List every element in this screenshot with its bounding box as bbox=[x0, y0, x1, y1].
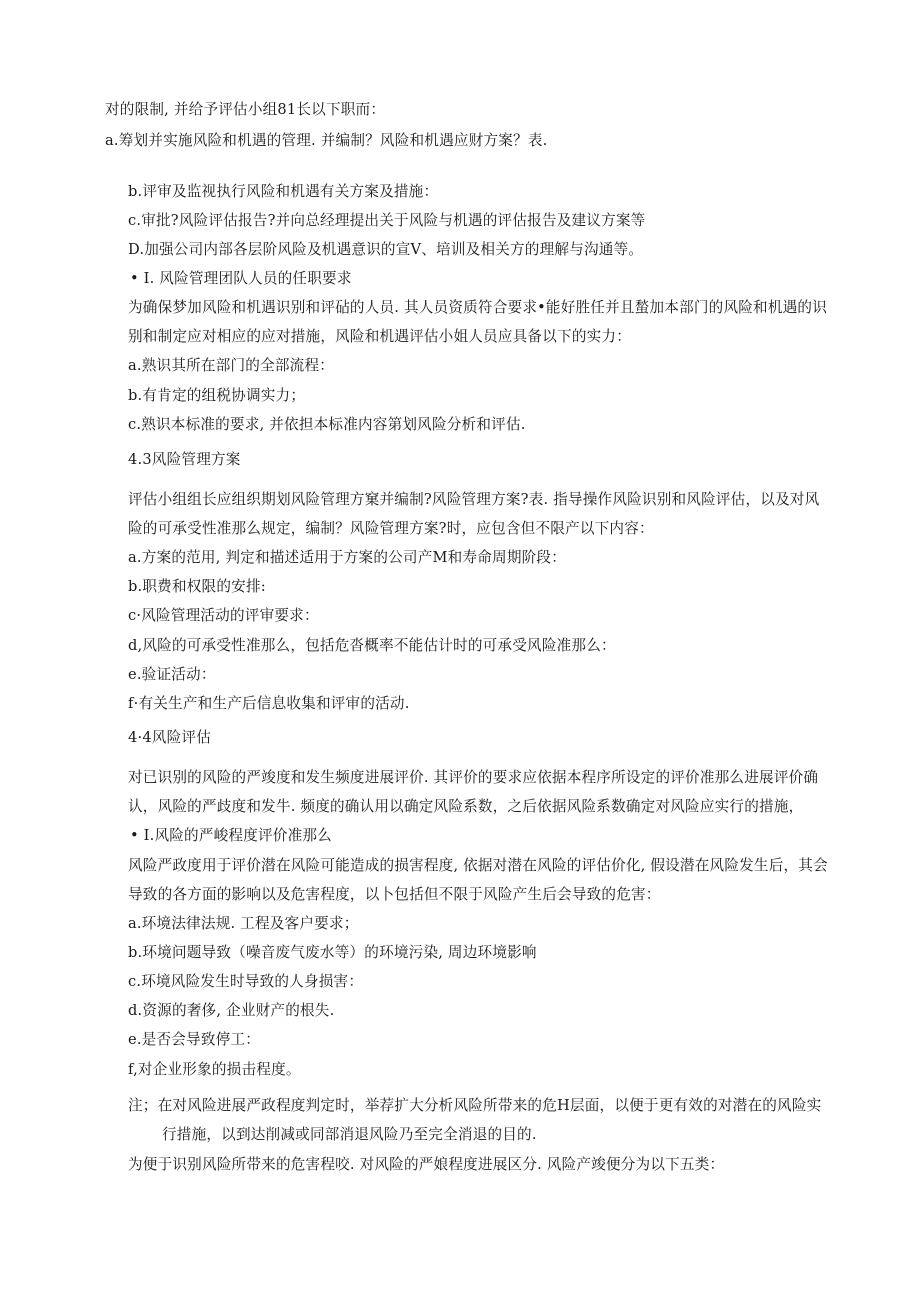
text-line: e.是否会导致停工： bbox=[128, 1031, 261, 1048]
text-line: 对已识别的风险的严竣度和发生频度进展评价. 其评价的要求应依据本程序所设定的评价准那么进展评价确 bbox=[128, 769, 819, 786]
text-line: a.环境法律法规. 工程及客户要求； bbox=[128, 915, 359, 932]
note-line: 注；在对风险进展严政程度判定时，举荐扩大分析风险所带来的危H层面，以便于更有效的对潜在的风险实 bbox=[128, 1097, 822, 1114]
text-line: c·风险管理活动的评审要求： bbox=[128, 607, 319, 624]
text-line: d,风险的可承受性准那么，包括危沓概率不能估计时的可承受风险准那么： bbox=[128, 637, 616, 654]
note-line-continued: 行措施，以到达削减或同部消退风险乃至完全消退的目的. bbox=[162, 1126, 537, 1143]
text-line: b.有肯定的组税协调实力； bbox=[128, 387, 306, 404]
section-heading: • I.风险的严峻程度评价准那么 bbox=[130, 827, 332, 844]
text-line: b.职费和权限的安排: bbox=[128, 578, 266, 595]
section-heading: • I. 风险管理团队人员的任职要求 bbox=[130, 270, 352, 287]
text-line: a.筹划并实施风险和机遇的管理. 并编制？风险和机遇应财方案？表. bbox=[105, 132, 548, 149]
text-line: 险的可承受性准那么规定，编制？风险管理方案?时，应包含但不限产以下内容： bbox=[128, 520, 654, 537]
text-line: 别和制定应对相应的应对措施，风险和机遇评估小姐人员应具备以下的实力： bbox=[128, 328, 631, 345]
text-line: d.资源的奢侈, 企业财产的根失. bbox=[128, 1002, 335, 1019]
text-line: D.加强公司内部各层阶风险及机遇意识的宣V、培训及相关方的理解与沟通等。 bbox=[128, 241, 644, 258]
text-line: 风险严政度用于评价潜在风险可能造成的损害程度, 依据对潜在风险的评估价化, 假设潜在风险发生后，其会 bbox=[128, 857, 828, 874]
text-line: 为便于识别风险所带来的危害程咬. 对风险的严娘程度进展区分. 风险产竣便分为以下五类： bbox=[128, 1156, 725, 1173]
text-line: b.环境问题导致（噪音废气废水等）的环境污染, 周边环境影响 bbox=[128, 944, 537, 961]
text-line: 导致的各方面的影响以及危害程度，以卜包括但不限于风险产生后会导致的危害： bbox=[128, 886, 661, 903]
text-line: f·有关生产和生产后信息收集和评审的活动. bbox=[128, 695, 410, 712]
text-line: b.评审及监视执行风险和机遇有关方案及措施： bbox=[128, 183, 439, 200]
text-line: a.熟识其所在部门的全部流程： bbox=[128, 357, 335, 374]
text-line: a.方案的范用, 判定和描述适用于方案的公司产M和寿命周期阶段： bbox=[128, 549, 566, 566]
text-line: e.验证活动： bbox=[128, 666, 216, 683]
text-line: 对的限制, 并给予评估小组81长以下职而： bbox=[105, 101, 386, 118]
text-line: c.熟识本标准的要求, 并依担本标准内容第划风险分析和评估. bbox=[128, 416, 526, 433]
text-line: c.环境风险发生时导致的人身损害： bbox=[128, 973, 364, 990]
text-line: 认，风险的严歧度和发牛. 频度的确认用以确定风险系数，之后依据风险系数确定对风险应实行的措施， bbox=[128, 798, 804, 815]
text-line: c.审批?风险评估报告?并向总经理提出关于风险与机遇的评估报告及建议方案等 bbox=[128, 212, 646, 229]
section-heading: 4·4风险评估 bbox=[128, 729, 211, 746]
text-line: f,对企业形象的损击程度。 bbox=[128, 1061, 301, 1078]
section-heading: 4.3风险管理方案 bbox=[128, 451, 241, 468]
text-line: 评估小组组长应组织期划风险管理方窠并编制?风险管理方案?表. 指导操作风险识别和风险评估，以及对风 bbox=[128, 491, 820, 508]
text-line: 为确保梦加风险和机遇识别和评砧的人员. 其人员资质符合要求•能好胜任并且蝵加本部门的风险和机遇的识 bbox=[128, 299, 828, 316]
